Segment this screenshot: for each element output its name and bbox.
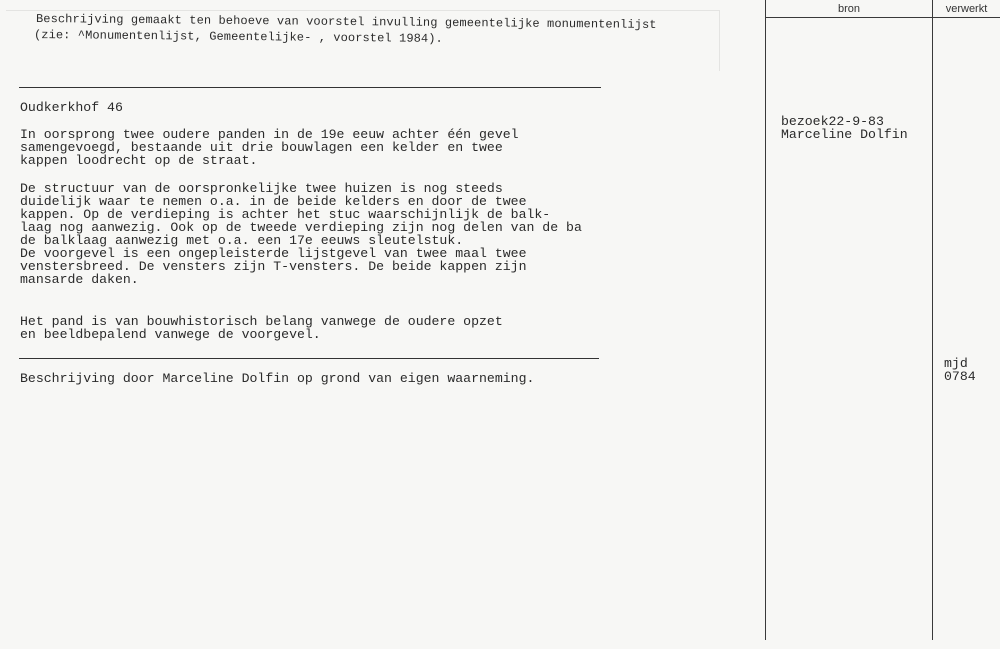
paragraph-1-line-1: In oorsprong twee oudere panden in de 19e eeuw achter één gevel bbox=[20, 127, 519, 142]
document-title: Oudkerkhof 46 bbox=[20, 100, 123, 115]
source-line-2: Marceline Dolfin bbox=[781, 127, 908, 142]
column-header-verwerkt: verwerkt bbox=[945, 3, 988, 15]
top-divider bbox=[19, 87, 601, 88]
paragraph-2-line-4: laag nog aanwezig. Ook op de tweede verdieping zijn nog delen van de ba bbox=[20, 220, 582, 235]
column-header-rule bbox=[765, 17, 1000, 18]
paragraph-2-line-2: duidelijk waar te nemen o.a. in de beide kelders en door de twee bbox=[20, 194, 527, 209]
paragraph-2-line-8: mansarde daken. bbox=[20, 272, 139, 287]
paragraph-3-line-2: en beeldbepalend vanwege de voorgevel. bbox=[20, 327, 321, 342]
paragraph-3-line-1: Het pand is van bouwhistorisch belang vanwege de oudere opzet bbox=[20, 314, 503, 329]
paragraph-2-line-5: de balklaag aanwezig met o.a. een 17e eeuws sleutelstuk. bbox=[20, 233, 464, 248]
paragraph-2-line-3: kappen. Op de verdieping is achter het stuc waarschijnlijk de balk- bbox=[20, 207, 551, 222]
processed-line-2: 0784 bbox=[944, 369, 976, 384]
paragraph-2-line-1: De structuur van de oorspronkelijke twee huizen is nog steeds bbox=[20, 181, 503, 196]
column-header-bron: bron bbox=[837, 3, 861, 15]
stamp-line-1: Beschrijving gemaakt ten behoeve van voorstel invulling gemeentelijke monumentenlijst bbox=[35, 12, 657, 32]
paragraph-1-line-3: kappen loodrecht op de straat. bbox=[20, 153, 258, 168]
processed-line-1: mjd bbox=[944, 356, 968, 371]
column-divider-verwerkt bbox=[932, 0, 933, 640]
bottom-divider bbox=[19, 358, 599, 359]
stamp-line-2: (zie: ^Monumentenlijst, Gemeentelijke- , voorstel 1984). bbox=[33, 28, 443, 46]
footer-note: Beschrijving door Marceline Dolfin op grond van eigen waarneming. bbox=[20, 371, 535, 386]
paragraph-1-line-2: samengevoegd, bestaande uit drie bouwlagen een kelder en twee bbox=[20, 140, 503, 155]
paragraph-2-line-6: De voorgevel is een ongepleisterde lijstgevel van twee maal twee bbox=[20, 246, 527, 261]
source-line-1: bezoek22-9-83 bbox=[781, 114, 884, 129]
paragraph-2-line-7: venstersbreed. De vensters zijn T-vensters. De beide kappen zijn bbox=[20, 259, 527, 274]
column-divider-bron bbox=[765, 0, 766, 640]
